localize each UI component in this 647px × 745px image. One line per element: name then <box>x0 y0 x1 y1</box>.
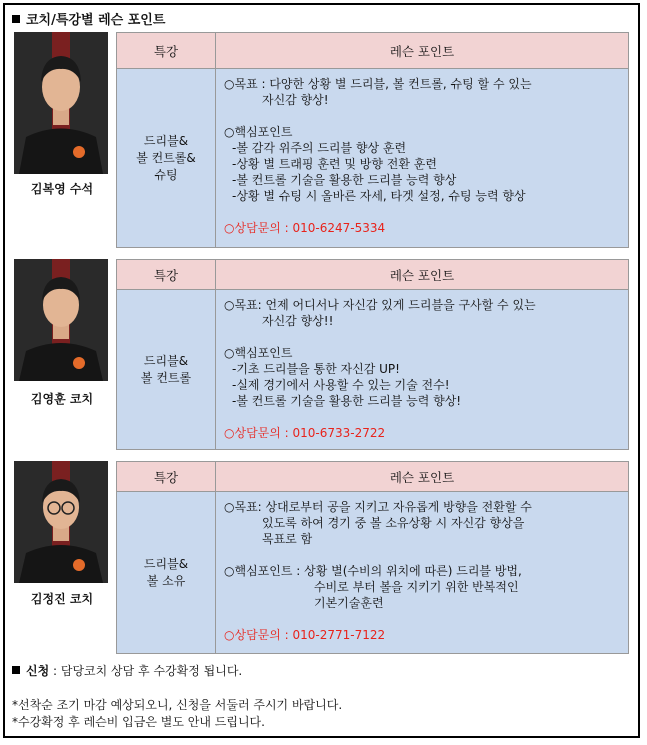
col-header-lesson: 레슨 포인트 <box>216 462 629 492</box>
col-header-lesson: 레슨 포인트 <box>216 260 629 290</box>
section-heading: 코치/특강별 레슨 포인트 <box>12 9 165 28</box>
col-header-lesson: 레슨 포인트 <box>216 33 629 69</box>
footer-notes: *선착순 조기 마감 예상되오니, 신청을 서둘러 주시기 바랍니다. *수강확정 후 레슨비 입금은 별도 안내 드립니다. <box>12 698 343 729</box>
special-category: 드리블& 볼 컨트롤 <box>117 290 216 450</box>
lesson-description: ○목표: 언제 어디서나 자신감 있게 드리블을 구사할 수 있는 자신감 향상!! ○핵심포인트 -기초 드리블을 통한 자신감 UP! -실제 경기에서 사용할 수 있는 기술 전수! -볼 컨트롤 기술을 활용한 드리블 능력 향상! ○상담문의 : 010-6733-2722 <box>216 290 629 450</box>
lesson-description: ○목표 : 다양한 상황 별 드리블, 볼 컨트롤, 슈팅 할 수 있는 자신감 향상! ○핵심포인트 -볼 감각 위주의 드리블 향상 훈련 -상황 별 트래핑 훈련 및 방향 전환 훈련 -볼 컨트롤 기술을 활용한 드리블 능력 향상 -상황 별 슈팅 시 올바른 자세, 타겟 설정, 슈팅 능력 향상 ○상담문의 : 010-6247-5334 <box>216 69 629 248</box>
contact-info: ○상담문의 : 010-2771-7122 <box>224 628 386 642</box>
coach-photo-2 <box>14 259 108 381</box>
coach-name-1: 김복영 수석 <box>30 182 94 196</box>
lesson-table-3 <box>116 461 629 654</box>
apply-notice: 신청 : 담당코치 상담 후 수강확정 됩니다. <box>12 662 242 679</box>
lesson-table-1 <box>116 32 629 248</box>
special-category: 드리블& 볼 컨트롤& 슈팅 <box>117 69 216 248</box>
special-category: 드리블& 볼 소유 <box>117 492 216 654</box>
coach-name-3: 김정진 코치 <box>30 592 94 606</box>
lesson-table-2 <box>116 259 629 450</box>
lesson-description: ○목표: 상대로부터 공을 지키고 자유롭게 방향을 전환할 수 있도록 하여 경기 중 볼 소유상황 시 자신감 향상을 목표로 함 ○핵심포인트 : 상황 별(수비의 위치에 따른) 드리블 방법, 수비로 부터 볼을 지키기 위한 반복적인 기본기술훈련 ○상담문의 : 010-2771-7122 <box>216 492 629 654</box>
contact-info: ○상담문의 : 010-6247-5334 <box>224 221 386 235</box>
square-bullet-icon <box>12 666 20 674</box>
contact-info: ○상담문의 : 010-6733-2722 <box>224 426 386 440</box>
coach-photo-1 <box>14 32 108 174</box>
col-header-special: 특강 <box>117 260 216 290</box>
square-bullet-icon <box>12 15 20 23</box>
col-header-special: 특강 <box>117 33 216 69</box>
coach-photo-3 <box>14 461 108 583</box>
col-header-special: 특강 <box>117 462 216 492</box>
coach-name-2: 김영훈 코치 <box>30 392 94 406</box>
